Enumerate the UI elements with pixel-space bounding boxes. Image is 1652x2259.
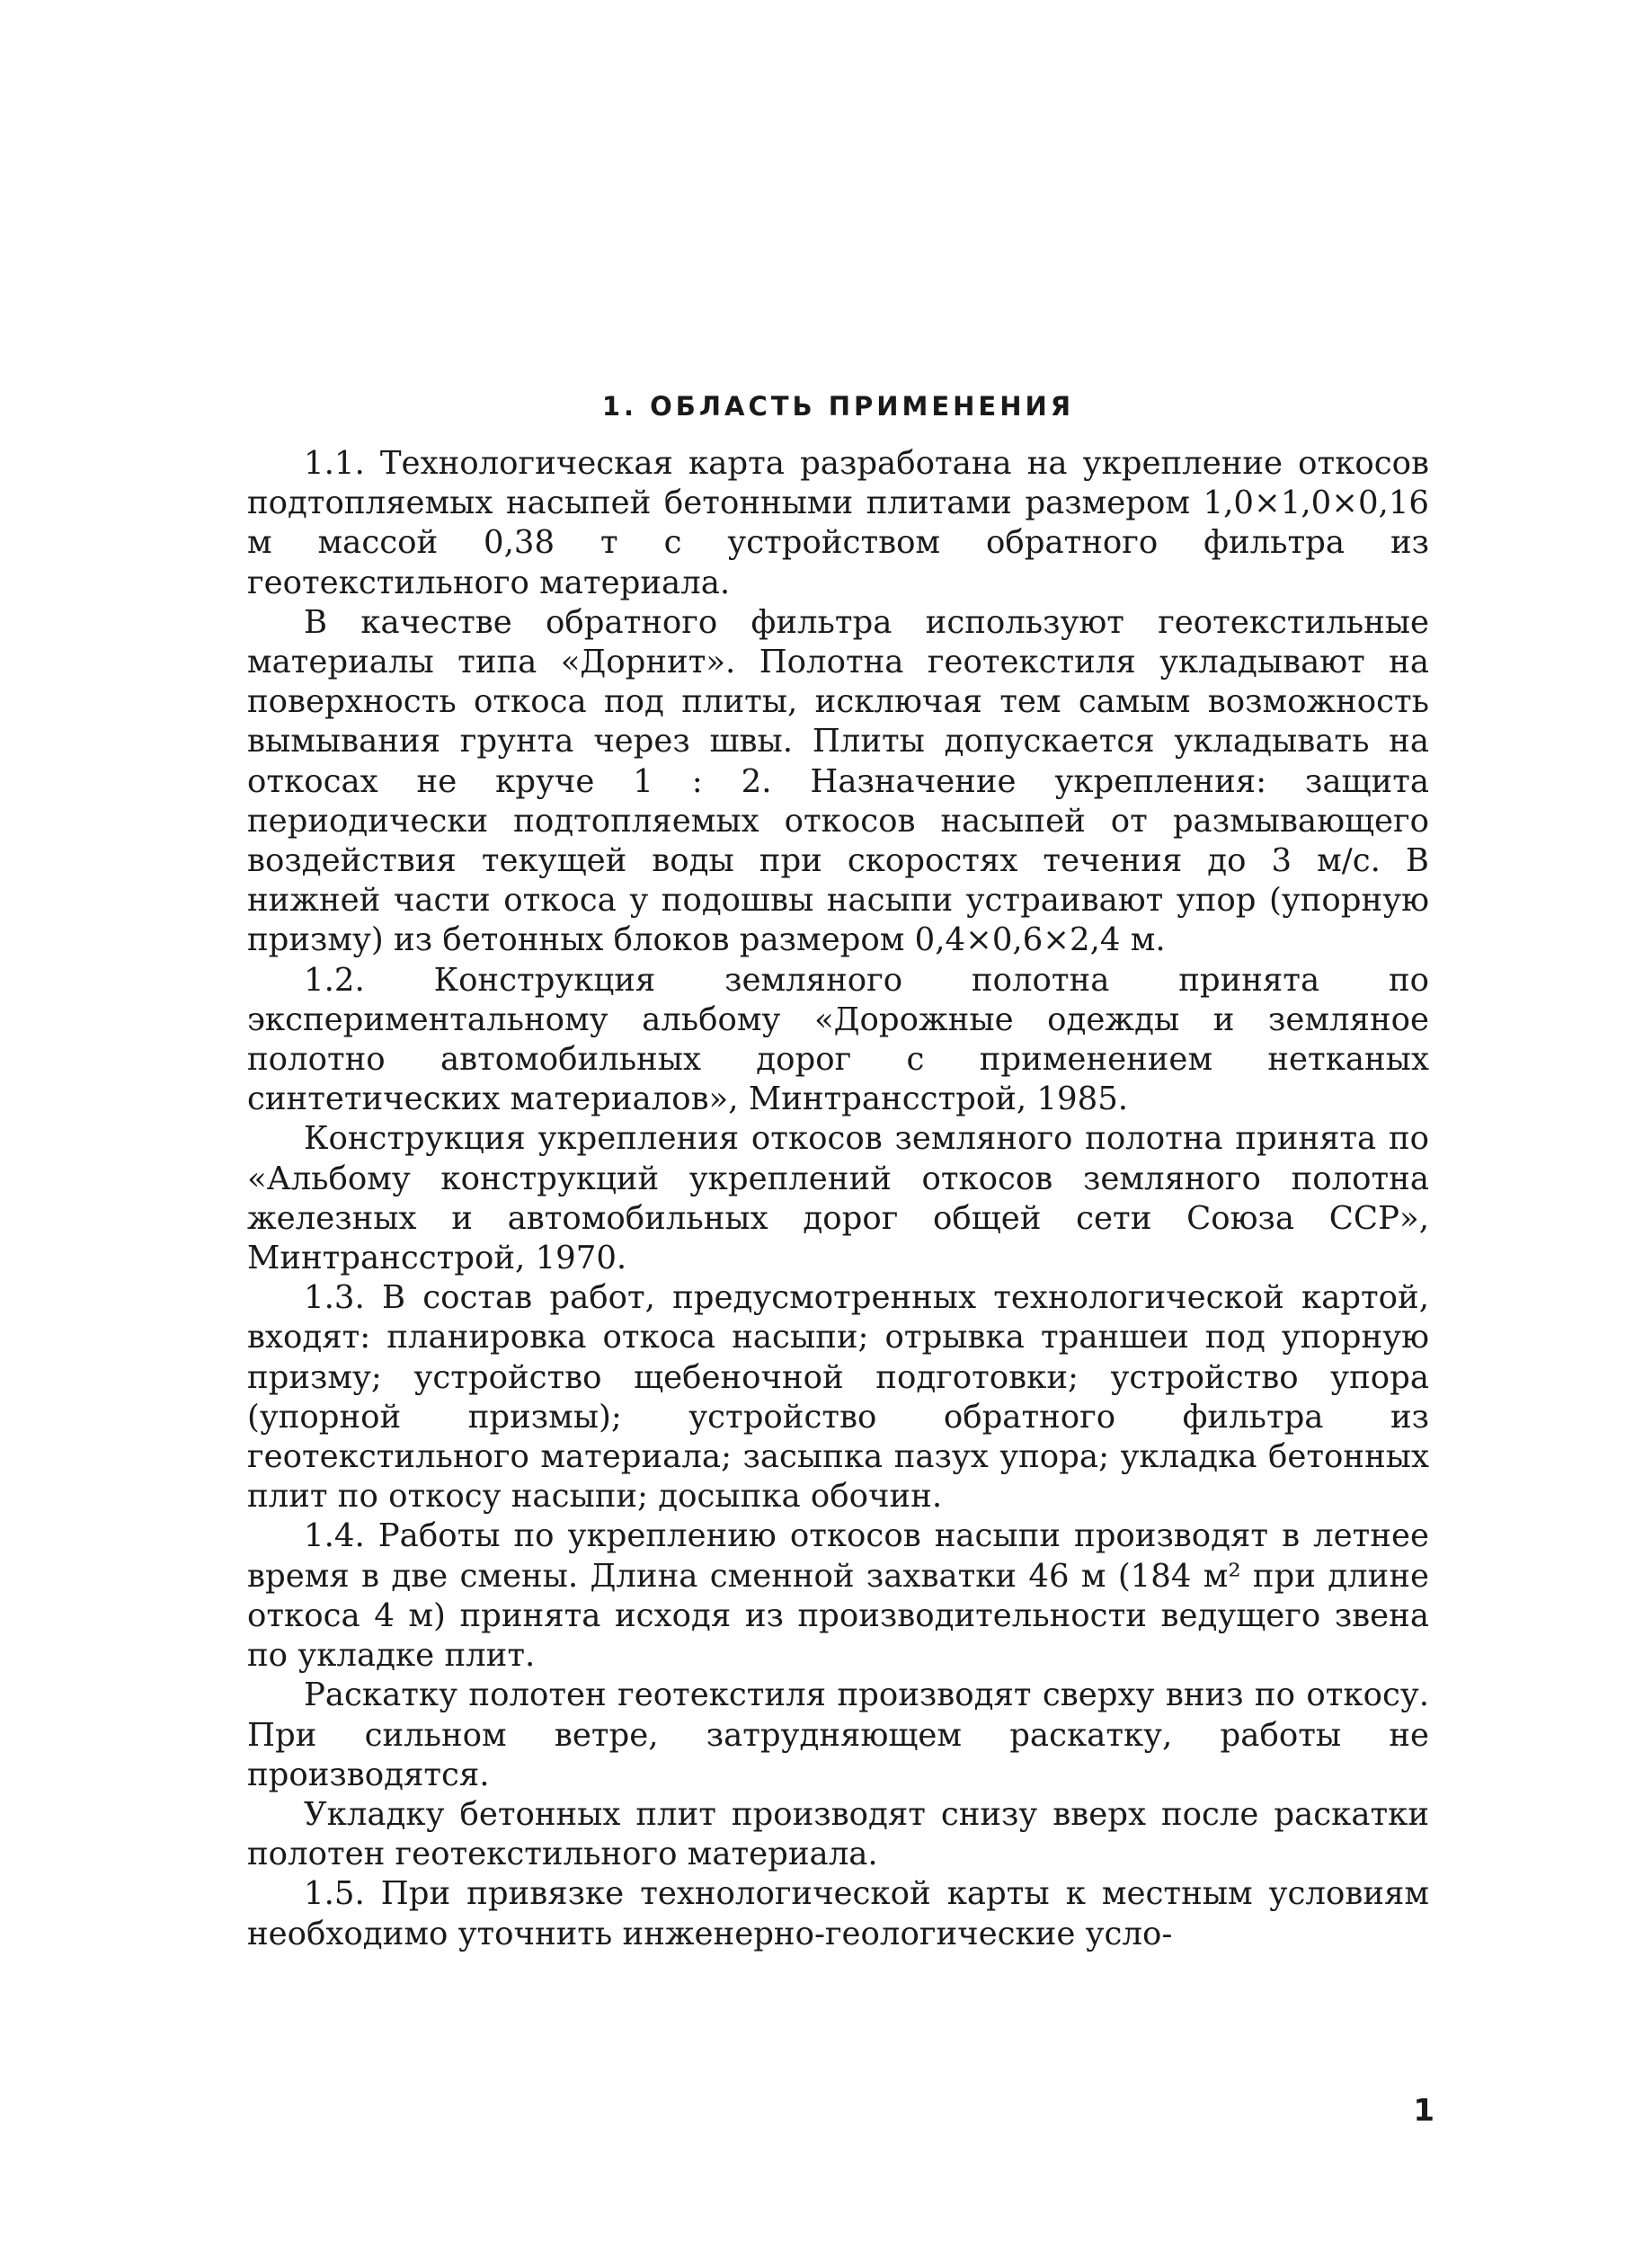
page-number: 1 xyxy=(1413,2093,1434,2129)
paragraph-rolling: Раскатку полотен геотекстиля производят сверху вниз по откосу. При сильном ветре, затрудняющем раскатку, работы не производятся. xyxy=(247,1676,1429,1793)
paragraph-1-4: 1.4. Работы по укреплению откосов насыпи производят в летнее время в две смены. Длина сменной захватки 46 м (184 м² при длине откоса 4 м) принята исходя из производительности ведущего звена по укладке плит. xyxy=(247,1517,1429,1675)
paragraph-filter: В качестве обратного фильтра используют геотекстильные материалы типа «Дорнит». Полотна геотекстиля укладывают на поверхность откоса под плиты, исключая тем самым возможность вымывания грунта через швы. Плиты допускается укладывать на откосах не круче 1 : 2. Назначение укрепления: защита периодически подтопляемых откосов насыпей от размывающего воздействия текущей воды при скоростях течения до 3 м/с. В нижней части откоса у подошвы насыпи устраивают упор (упорную призму) из бетонных блоков размером 0,4×0,6×2,4 м. xyxy=(247,603,1429,959)
paragraph-1-2: 1.2. Конструкция земляного полотна принята по экспериментальному альбому «Дорожные одежды и земляное полотно автомобильных дорог с применением нетканых синтетических материалов», Минтрансстрой, 1985. xyxy=(247,961,1429,1118)
body-text xyxy=(247,444,1429,1954)
paragraph-1-5: 1.5. При привязке технологической карты к местным условиям необходимо уточнить инженерно-геологические усло- xyxy=(247,1875,1429,1952)
section-heading: 1. ОБЛАСТЬ ПРИМЕНЕНИЯ xyxy=(601,391,1075,422)
paragraph-1-3: 1.3. В состав работ, предусмотренных технологической картой, входят: планировка откоса насыпи; отрывка траншеи под упорную призму; устройство щебеночной подготовки; устройство упора (упорной призмы); устройство обратного фильтра из геотекстильного материала; засыпка пазух упора; укладка бетонных плит по откосу насыпи; досыпка обочин. xyxy=(247,1279,1429,1516)
paragraph-construction: Конструкция укрепления откосов земляного полотна принята по «Альбому конструкций укреплений откосов земляного полотна железных и автомобильных дорог общей сети Союза ССР», Минтрансстрой, 1970. xyxy=(247,1120,1429,1277)
paragraph-1-1: 1.1. Технологическая карта разработана на укрепление откосов подтопляемых насыпей бетонными плитами размером 1,0×1,0×0,16 м массой 0,38 т с устройством обратного фильтра из геотекстильного материала. xyxy=(247,445,1429,601)
paragraph-laying: Укладку бетонных плит производят снизу вверх после раскатки полотен геотекстильного материала. xyxy=(247,1795,1429,1873)
